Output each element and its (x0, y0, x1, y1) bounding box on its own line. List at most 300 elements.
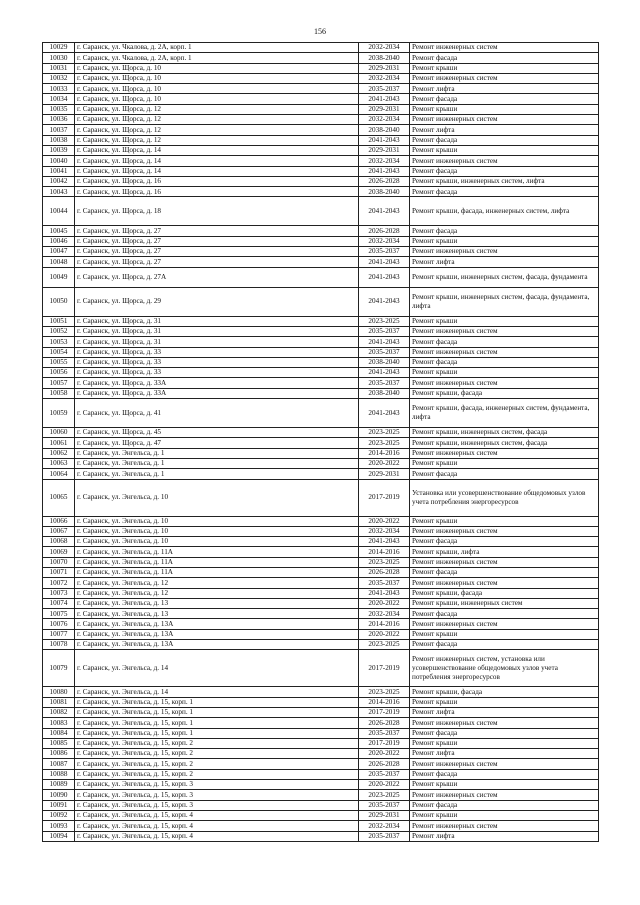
period-cell: 2038-2040 (359, 53, 410, 63)
row-number-cell: 10067 (43, 526, 75, 536)
address-cell: г. Саранск, ул. Щорса, д. 12 (75, 135, 359, 145)
address-cell: г. Саранск, ул. Энгельса, д. 11А (75, 567, 359, 577)
work-type-cell: Ремонт инженерных систем (410, 557, 599, 567)
address-cell: г. Саранск, ул. Щорса, д. 14 (75, 166, 359, 176)
work-type-cell: Ремонт инженерных систем (410, 347, 599, 357)
period-cell: 2023-2025 (359, 316, 410, 326)
address-cell: г. Саранск, ул. Энгельса, д. 1 (75, 458, 359, 468)
table-row (43, 526, 599, 536)
row-number-cell: 10057 (43, 378, 75, 388)
work-type-cell: Ремонт крыши (410, 697, 599, 707)
table-row (43, 780, 599, 790)
address-cell: г. Саранск, ул. Энгельса, д. 1 (75, 469, 359, 479)
address-cell: г. Саранск, ул. Щорса, д. 33 (75, 347, 359, 357)
row-number-cell: 10081 (43, 697, 75, 707)
address-cell: г. Саранск, ул. Энгельса, д. 15, корп. 3 (75, 780, 359, 790)
table-row (43, 458, 599, 468)
work-type-cell: Ремонт крыши, фасада, инженерных систем, лифта (410, 197, 599, 226)
work-type-cell: Ремонт лифта (410, 257, 599, 267)
work-type-cell: Ремонт инженерных систем (410, 526, 599, 536)
table-row (43, 557, 599, 567)
row-number-cell: 10029 (43, 43, 75, 53)
table-row (43, 516, 599, 526)
table-row (43, 598, 599, 608)
period-cell: 2032-2034 (359, 156, 410, 166)
table-row (43, 357, 599, 367)
period-cell: 2023-2025 (359, 438, 410, 448)
period-cell: 2023-2025 (359, 687, 410, 697)
address-cell: г. Саранск, ул. Щорса, д. 18 (75, 197, 359, 226)
work-type-cell: Ремонт инженерных систем (410, 578, 599, 588)
row-number-cell: 10054 (43, 347, 75, 357)
row-number-cell: 10071 (43, 567, 75, 577)
address-cell: г. Саранск, ул. Щорса, д. 10 (75, 84, 359, 94)
address-cell: г. Саранск, ул. Энгельса, д. 15, корп. 3 (75, 800, 359, 810)
address-cell: г. Саранск, ул. Щорса, д. 33А (75, 378, 359, 388)
table-row (43, 619, 599, 629)
period-cell: 2020-2022 (359, 516, 410, 526)
table-row (43, 247, 599, 257)
address-cell: г. Саранск, ул. Энгельса, д. 1 (75, 448, 359, 458)
row-number-cell: 10065 (43, 479, 75, 516)
work-type-cell: Ремонт фасада (410, 94, 599, 104)
row-number-cell: 10086 (43, 749, 75, 759)
table-row (43, 125, 599, 135)
work-type-cell: Ремонт инженерных систем (410, 73, 599, 83)
period-cell: 2041-2043 (359, 337, 410, 347)
table-row (43, 831, 599, 841)
row-number-cell: 10085 (43, 738, 75, 748)
table-row (43, 800, 599, 810)
row-number-cell: 10038 (43, 135, 75, 145)
address-cell: г. Саранск, ул. Энгельса, д. 15, корп. 1 (75, 707, 359, 717)
row-number-cell: 10033 (43, 84, 75, 94)
period-cell: 2029-2031 (359, 145, 410, 155)
work-type-cell: Ремонт лифта (410, 831, 599, 841)
table-row (43, 287, 599, 316)
address-cell: г. Саранск, ул. Щорса, д. 31 (75, 337, 359, 347)
period-cell: 2041-2043 (359, 287, 410, 316)
row-number-cell: 10075 (43, 609, 75, 619)
table-row (43, 469, 599, 479)
address-cell: г. Саранск, ул. Энгельса, д. 15, корп. 3 (75, 790, 359, 800)
work-type-cell: Ремонт инженерных систем (410, 448, 599, 458)
row-number-cell: 10051 (43, 316, 75, 326)
table-row (43, 257, 599, 267)
period-cell: 2029-2031 (359, 469, 410, 479)
work-type-cell: Ремонт крыши, инженерных систем, фасада (410, 428, 599, 438)
period-cell: 2023-2025 (359, 428, 410, 438)
row-number-cell: 10052 (43, 326, 75, 336)
address-cell: г. Саранск, ул. Щорса, д. 12 (75, 125, 359, 135)
work-type-cell: Ремонт фасада (410, 537, 599, 547)
work-type-cell: Ремонт крыши (410, 145, 599, 155)
period-cell: 2032-2034 (359, 73, 410, 83)
work-type-cell: Ремонт крыши (410, 629, 599, 639)
period-cell: 2041-2043 (359, 166, 410, 176)
period-cell: 2041-2043 (359, 257, 410, 267)
work-type-cell: Ремонт фасада (410, 640, 599, 650)
address-cell: г. Саранск, ул. Энгельса, д. 15, корп. 2 (75, 738, 359, 748)
table-row (43, 236, 599, 246)
row-number-cell: 10043 (43, 187, 75, 197)
address-cell: г. Саранск, ул. Щорса, д. 16 (75, 176, 359, 186)
period-cell: 2020-2022 (359, 458, 410, 468)
row-number-cell: 10083 (43, 718, 75, 728)
row-number-cell: 10066 (43, 516, 75, 526)
work-type-cell: Ремонт инженерных систем (410, 378, 599, 388)
work-type-cell: Ремонт крыши (410, 236, 599, 246)
work-type-cell: Ремонт крыши, инженерных систем, фасада, фундамента, лифта (410, 287, 599, 316)
row-number-cell: 10055 (43, 357, 75, 367)
work-type-cell: Ремонт фасада (410, 567, 599, 577)
table-row (43, 337, 599, 347)
table-row (43, 578, 599, 588)
address-cell: г. Саранск, ул. Щорса, д. 10 (75, 73, 359, 83)
address-cell: г. Саранск, ул. Щорса, д. 12 (75, 104, 359, 114)
work-type-cell: Ремонт инженерных систем (410, 43, 599, 53)
row-number-cell: 10036 (43, 115, 75, 125)
row-number-cell: 10034 (43, 94, 75, 104)
address-cell: г. Саранск, ул. Энгельса, д. 15, корп. 4 (75, 810, 359, 820)
table-row (43, 176, 599, 186)
address-cell: г. Саранск, ул. Энгельса, д. 13А (75, 619, 359, 629)
row-number-cell: 10076 (43, 619, 75, 629)
row-number-cell: 10073 (43, 588, 75, 598)
row-number-cell: 10030 (43, 53, 75, 63)
work-type-cell: Ремонт крыши (410, 780, 599, 790)
address-cell: г. Саранск, ул. Энгельса, д. 14 (75, 687, 359, 697)
table-body (43, 43, 599, 842)
table-row (43, 187, 599, 197)
table-row (43, 84, 599, 94)
row-number-cell: 10093 (43, 821, 75, 831)
row-number-cell: 10035 (43, 104, 75, 114)
period-cell: 2020-2022 (359, 598, 410, 608)
table-row (43, 115, 599, 125)
repair-schedule-table (42, 42, 599, 842)
work-type-cell: Ремонт крыши, инженерных систем, лифта (410, 176, 599, 186)
period-cell: 2014-2016 (359, 547, 410, 557)
work-type-cell: Ремонт фасада (410, 728, 599, 738)
row-number-cell: 10045 (43, 226, 75, 236)
row-number-cell: 10084 (43, 728, 75, 738)
work-type-cell: Ремонт крыши, инженерных систем (410, 598, 599, 608)
address-cell: г. Саранск, ул. Щорса, д. 33 (75, 368, 359, 378)
period-cell: 2041-2043 (359, 399, 410, 428)
work-type-cell: Ремонт инженерных систем, установка или усовершенствование общедомовых узлов учета потребления энергоресурсов (410, 650, 599, 687)
row-number-cell: 10050 (43, 287, 75, 316)
address-cell: г. Саранск, ул. Энгельса, д. 10 (75, 479, 359, 516)
period-cell: 2017-2019 (359, 707, 410, 717)
work-type-cell: Ремонт крыши (410, 516, 599, 526)
work-type-cell: Ремонт крыши, инженерных систем, фасада, фундамента (410, 267, 599, 287)
address-cell: г. Саранск, ул. Энгельса, д. 13 (75, 598, 359, 608)
period-cell: 2014-2016 (359, 448, 410, 458)
work-type-cell: Ремонт фасада (410, 166, 599, 176)
row-number-cell: 10077 (43, 629, 75, 639)
row-number-cell: 10056 (43, 368, 75, 378)
period-cell: 2035-2037 (359, 378, 410, 388)
period-cell: 2032-2034 (359, 526, 410, 536)
work-type-cell: Ремонт крыши (410, 63, 599, 73)
table-row (43, 629, 599, 639)
address-cell: г. Саранск, ул. Энгельса, д. 12 (75, 588, 359, 598)
period-cell: 2041-2043 (359, 94, 410, 104)
period-cell: 2026-2028 (359, 226, 410, 236)
work-type-cell: Ремонт крыши, лифта (410, 547, 599, 557)
row-number-cell: 10059 (43, 399, 75, 428)
address-cell: г. Саранск, ул. Энгельса, д. 13А (75, 640, 359, 650)
period-cell: 2026-2028 (359, 176, 410, 186)
table-row (43, 718, 599, 728)
period-cell: 2032-2034 (359, 236, 410, 246)
work-type-cell: Ремонт фасада (410, 357, 599, 367)
address-cell: г. Саранск, ул. Щорса, д. 27 (75, 257, 359, 267)
work-type-cell: Ремонт крыши (410, 738, 599, 748)
table-row (43, 156, 599, 166)
address-cell: г. Саранск, ул. Щорса, д. 12 (75, 115, 359, 125)
period-cell: 2029-2031 (359, 63, 410, 73)
table-row (43, 368, 599, 378)
work-type-cell: Ремонт крыши, фасада (410, 588, 599, 598)
row-number-cell: 10037 (43, 125, 75, 135)
row-number-cell: 10031 (43, 63, 75, 73)
work-type-cell: Ремонт инженерных систем (410, 156, 599, 166)
table-row (43, 537, 599, 547)
row-number-cell: 10080 (43, 687, 75, 697)
period-cell: 2020-2022 (359, 780, 410, 790)
address-cell: г. Саранск, ул. Щорса, д. 14 (75, 145, 359, 155)
table-row (43, 326, 599, 336)
address-cell: г. Саранск, ул. Энгельса, д. 11А (75, 557, 359, 567)
address-cell: г. Саранск, ул. Щорса, д. 41 (75, 399, 359, 428)
period-cell: 2041-2043 (359, 267, 410, 287)
work-type-cell: Ремонт инженерных систем (410, 790, 599, 800)
address-cell: г. Саранск, ул. Щорса, д. 31 (75, 316, 359, 326)
period-cell: 2041-2043 (359, 368, 410, 378)
address-cell: г. Саранск, ул. Щорса, д. 27 (75, 247, 359, 257)
period-cell: 2035-2037 (359, 326, 410, 336)
address-cell: г. Саранск, ул. Энгельса, д. 15, корп. 2 (75, 759, 359, 769)
row-number-cell: 10049 (43, 267, 75, 287)
period-cell: 2035-2037 (359, 769, 410, 779)
period-cell: 2032-2034 (359, 821, 410, 831)
row-number-cell: 10032 (43, 73, 75, 83)
table-row (43, 399, 599, 428)
table-row (43, 197, 599, 226)
work-type-cell: Ремонт лифта (410, 707, 599, 717)
row-number-cell: 10047 (43, 247, 75, 257)
row-number-cell: 10089 (43, 780, 75, 790)
table-row (43, 588, 599, 598)
table-row (43, 267, 599, 287)
address-cell: г. Саранск, ул. Энгельса, д. 15, корп. 2 (75, 769, 359, 779)
row-number-cell: 10040 (43, 156, 75, 166)
row-number-cell: 10082 (43, 707, 75, 717)
work-type-cell: Ремонт фасада (410, 135, 599, 145)
row-number-cell: 10088 (43, 769, 75, 779)
row-number-cell: 10070 (43, 557, 75, 567)
period-cell: 2020-2022 (359, 749, 410, 759)
period-cell: 2032-2034 (359, 609, 410, 619)
table-row (43, 650, 599, 687)
period-cell: 2038-2040 (359, 125, 410, 135)
address-cell: г. Саранск, ул. Энгельса, д. 11А (75, 547, 359, 557)
row-number-cell: 10058 (43, 388, 75, 398)
table-row (43, 810, 599, 820)
work-type-cell: Ремонт фасада (410, 187, 599, 197)
work-type-cell: Ремонт лифта (410, 749, 599, 759)
work-type-cell: Ремонт фасада (410, 226, 599, 236)
table-row (43, 448, 599, 458)
row-number-cell: 10078 (43, 640, 75, 650)
row-number-cell: 10090 (43, 790, 75, 800)
row-number-cell: 10087 (43, 759, 75, 769)
period-cell: 2023-2025 (359, 790, 410, 800)
period-cell: 2038-2040 (359, 357, 410, 367)
period-cell: 2041-2043 (359, 135, 410, 145)
address-cell: г. Саранск, ул. Щорса, д. 29 (75, 287, 359, 316)
address-cell: г. Саранск, ул. Энгельса, д. 15, корп. 4 (75, 821, 359, 831)
work-type-cell: Ремонт инженерных систем (410, 619, 599, 629)
period-cell: 2029-2031 (359, 104, 410, 114)
address-cell: г. Саранск, ул. Энгельса, д. 15, корп. 4 (75, 831, 359, 841)
table-row (43, 609, 599, 619)
address-cell: г. Саранск, ул. Щорса, д. 33 (75, 357, 359, 367)
address-cell: г. Саранск, ул. Энгельса, д. 13 (75, 609, 359, 619)
table-row (43, 640, 599, 650)
period-cell: 2041-2043 (359, 537, 410, 547)
table-row (43, 738, 599, 748)
period-cell: 2023-2025 (359, 640, 410, 650)
row-number-cell: 10079 (43, 650, 75, 687)
address-cell: г. Саранск, ул. Энгельса, д. 10 (75, 526, 359, 536)
address-cell: г. Саранск, ул. Щорса, д. 31 (75, 326, 359, 336)
table-row (43, 749, 599, 759)
address-cell: г. Саранск, ул. Щорса, д. 27 (75, 226, 359, 236)
period-cell: 2026-2028 (359, 567, 410, 577)
row-number-cell: 10074 (43, 598, 75, 608)
address-cell: г. Саранск, ул. Энгельса, д. 13А (75, 629, 359, 639)
table-row (43, 73, 599, 83)
table-row (43, 707, 599, 717)
address-cell: г. Саранск, ул. Щорса, д. 27 (75, 236, 359, 246)
work-type-cell: Ремонт крыши (410, 368, 599, 378)
address-cell: г. Саранск, ул. Энгельса, д. 15, корп. 1 (75, 718, 359, 728)
address-cell: г. Саранск, ул. Щорса, д. 27А (75, 267, 359, 287)
period-cell: 2038-2040 (359, 388, 410, 398)
period-cell: 2038-2040 (359, 187, 410, 197)
work-type-cell: Ремонт инженерных систем (410, 821, 599, 831)
row-number-cell: 10042 (43, 176, 75, 186)
row-number-cell: 10060 (43, 428, 75, 438)
work-type-cell: Ремонт лифта (410, 125, 599, 135)
period-cell: 2035-2037 (359, 347, 410, 357)
address-cell: г. Саранск, ул. Щорса, д. 16 (75, 187, 359, 197)
period-cell: 2014-2016 (359, 619, 410, 629)
address-cell: г. Саранск, ул. Энгельса, д. 14 (75, 650, 359, 687)
table-row (43, 104, 599, 114)
work-type-cell: Ремонт крыши (410, 104, 599, 114)
period-cell: 2032-2034 (359, 43, 410, 53)
period-cell: 2017-2019 (359, 650, 410, 687)
table-row (43, 821, 599, 831)
work-type-cell: Установка или усовершенствование общедомовых узлов учета потребления энергоресурсов (410, 479, 599, 516)
row-number-cell: 10041 (43, 166, 75, 176)
address-cell: г. Саранск, ул. Энгельса, д. 15, корп. 1 (75, 728, 359, 738)
address-cell: г. Саранск, ул. Энгельса, д. 15, корп. 1 (75, 697, 359, 707)
row-number-cell: 10072 (43, 578, 75, 588)
row-number-cell: 10053 (43, 337, 75, 347)
table-row (43, 547, 599, 557)
address-cell: г. Саранск, ул. Щорса, д. 33А (75, 388, 359, 398)
row-number-cell: 10046 (43, 236, 75, 246)
table-row (43, 438, 599, 448)
work-type-cell: Ремонт крыши (410, 810, 599, 820)
table-row (43, 53, 599, 63)
period-cell: 2035-2037 (359, 84, 410, 94)
period-cell: 2023-2025 (359, 557, 410, 567)
work-type-cell: Ремонт фасада (410, 609, 599, 619)
table-row (43, 697, 599, 707)
address-cell: г. Саранск, ул. Чкалова, д. 2А, корп. 1 (75, 43, 359, 53)
period-cell: 2017-2019 (359, 738, 410, 748)
period-cell: 2017-2019 (359, 479, 410, 516)
row-number-cell: 10063 (43, 458, 75, 468)
work-type-cell: Ремонт крыши, фасада (410, 687, 599, 697)
work-type-cell: Ремонт крыши, фасада, инженерных систем, фундамента, лифта (410, 399, 599, 428)
row-number-cell: 10069 (43, 547, 75, 557)
address-cell: г. Саранск, ул. Энгельса, д. 10 (75, 516, 359, 526)
table-row (43, 145, 599, 155)
table-row (43, 728, 599, 738)
table-row (43, 567, 599, 577)
address-cell: г. Саранск, ул. Щорса, д. 10 (75, 63, 359, 73)
work-type-cell: Ремонт инженерных систем (410, 326, 599, 336)
table-row (43, 226, 599, 236)
table-row (43, 378, 599, 388)
row-number-cell: 10061 (43, 438, 75, 448)
address-cell: г. Саранск, ул. Щорса, д. 45 (75, 428, 359, 438)
period-cell: 2035-2037 (359, 578, 410, 588)
work-type-cell: Ремонт фасада (410, 337, 599, 347)
address-cell: г. Саранск, ул. Щорса, д. 10 (75, 94, 359, 104)
period-cell: 2032-2034 (359, 115, 410, 125)
table-row (43, 347, 599, 357)
work-type-cell: Ремонт крыши (410, 458, 599, 468)
period-cell: 2026-2028 (359, 759, 410, 769)
table-row (43, 388, 599, 398)
page-number: 156 (314, 27, 326, 36)
work-type-cell: Ремонт крыши (410, 316, 599, 326)
period-cell: 2029-2031 (359, 810, 410, 820)
table-row (43, 316, 599, 326)
table-row (43, 63, 599, 73)
period-cell: 2041-2043 (359, 588, 410, 598)
address-cell: г. Саранск, ул. Щорса, д. 47 (75, 438, 359, 448)
row-number-cell: 10092 (43, 810, 75, 820)
work-type-cell: Ремонт крыши, инженерных систем, фасада (410, 438, 599, 448)
table-row (43, 428, 599, 438)
period-cell: 2035-2037 (359, 831, 410, 841)
table-row (43, 759, 599, 769)
period-cell: 2020-2022 (359, 629, 410, 639)
work-type-cell: Ремонт фасада (410, 800, 599, 810)
work-type-cell: Ремонт инженерных систем (410, 115, 599, 125)
work-type-cell: Ремонт инженерных систем (410, 759, 599, 769)
address-cell: г. Саранск, ул. Энгельса, д. 15, корп. 2 (75, 749, 359, 759)
